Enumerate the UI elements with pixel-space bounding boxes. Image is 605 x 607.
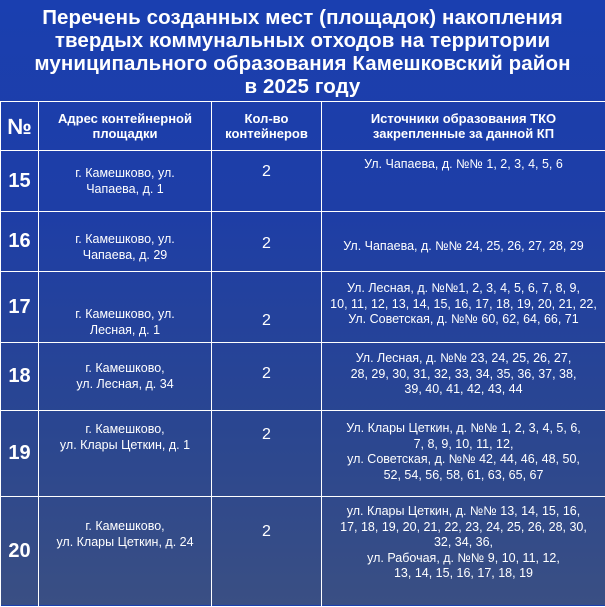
address-line: г. Камешково, ул. (39, 231, 211, 247)
table-row (1, 212, 605, 272)
table-row (1, 411, 605, 497)
row-sources (322, 343, 605, 411)
address-line: ул. Клары Цеткин, д. 24 (39, 534, 211, 550)
header-num: № (1, 102, 39, 151)
address-line: ул. Лесная, д. 34 (39, 376, 211, 392)
waste-sites-table (0, 101, 605, 607)
row-number: 20 (1, 497, 39, 607)
header-count (212, 102, 322, 151)
address-line: г. Камешково, (39, 518, 211, 534)
row-sources (322, 497, 605, 607)
row-sources (322, 272, 605, 343)
header-count-line: контейнеров (212, 126, 321, 141)
row-number: 16 (1, 212, 39, 272)
sources-line: Ул. Клары Цеткин, д. №№ 1, 2, 3, 4, 5, 6, (322, 421, 605, 437)
row-count: 2 (212, 272, 322, 343)
row-number: 19 (1, 411, 39, 497)
sources-line: 32, 34, 36, (322, 535, 605, 551)
title-line: в 2025 году (0, 75, 605, 98)
table-row (1, 151, 605, 212)
sources-line: 39, 40, 41, 42, 43, 44 (322, 382, 605, 398)
sources-line: 13, 14, 15, 16, 17, 18, 19 (322, 566, 605, 582)
row-count: 2 (212, 411, 322, 497)
address-line: г. Камешково, ул. (39, 306, 211, 322)
row-address (39, 151, 212, 212)
sources-line: Ул. Советская, д. №№ 60, 62, 64, 66, 71 (322, 312, 605, 328)
sources-line: 52, 54, 56, 58, 61, 63, 65, 67 (322, 468, 605, 484)
header-count-line: Кол-во (212, 111, 321, 126)
row-count: 2 (212, 151, 322, 212)
row-number: 18 (1, 343, 39, 411)
row-number: 15 (1, 151, 39, 212)
sources-line: 17, 18, 19, 20, 21, 22, 23, 24, 25, 26, 28, 30, (322, 520, 605, 536)
header-sources-line: закрепленные за данной КП (322, 126, 605, 141)
address-line: Чапаева, д. 29 (39, 247, 211, 263)
sources-line: 7, 8, 9, 10, 11, 12, (322, 437, 605, 453)
sources-line: Ул. Чапаева, д. №№ 24, 25, 26, 27, 28, 29 (322, 239, 605, 255)
header-address-line: Адрес контейнерной (39, 111, 211, 126)
row-sources (322, 212, 605, 272)
row-sources (322, 411, 605, 497)
sources-line: 10, 11, 12, 13, 14, 15, 16, 17, 18, 19, 20, 21, 22, (322, 297, 605, 313)
title-line: твердых коммунальных отходов на территории (0, 29, 605, 52)
address-line: Лесная, д. 1 (39, 322, 211, 338)
table-row (1, 343, 605, 411)
title-line: Перечень созданных мест (площадок) накопления (0, 6, 605, 29)
header-address (39, 102, 212, 151)
row-address (39, 272, 212, 343)
row-count: 2 (212, 212, 322, 272)
row-count: 2 (212, 497, 322, 607)
row-address (39, 497, 212, 607)
address-line: г. Камешково, (39, 421, 211, 437)
address-line: г. Камешково, ул. (39, 165, 211, 181)
row-number: 17 (1, 272, 39, 343)
header-sources-line: Источники образования ТКО (322, 111, 605, 126)
row-count: 2 (212, 343, 322, 411)
address-line: ул. Клары Цеткин, д. 1 (39, 437, 211, 453)
table-row (1, 497, 605, 607)
row-address (39, 343, 212, 411)
table-row (1, 272, 605, 343)
sources-line: ул. Клары Цеткин, д. №№ 13, 14, 15, 16, (322, 504, 605, 520)
row-address (39, 212, 212, 272)
table-header-row (1, 102, 605, 151)
sources-line: ул. Рабочая, д. №№ 9, 10, 11, 12, (322, 551, 605, 567)
sources-line: Ул. Лесная, д. №№1, 2, 3, 4, 5, 6, 7, 8, 9, (322, 281, 605, 297)
sources-line: Ул. Лесная, д. №№ 23, 24, 25, 26, 27, (322, 351, 605, 367)
page-title (0, 6, 605, 98)
sources-line: ул. Советская, д. №№ 42, 44, 46, 48, 50, (322, 452, 605, 468)
header-address-line: площадки (39, 126, 211, 141)
sources-line: 28, 29, 30, 31, 32, 33, 34, 35, 36, 37, 38, (322, 367, 605, 383)
title-line: муниципального образования Камешковский район (0, 52, 605, 75)
address-line: Чапаева, д. 1 (39, 181, 211, 197)
sources-line: Ул. Чапаева, д. №№ 1, 2, 3, 4, 5, 6 (322, 157, 605, 173)
header-sources (322, 102, 605, 151)
row-sources (322, 151, 605, 212)
row-address (39, 411, 212, 497)
address-line: г. Камешково, (39, 360, 211, 376)
